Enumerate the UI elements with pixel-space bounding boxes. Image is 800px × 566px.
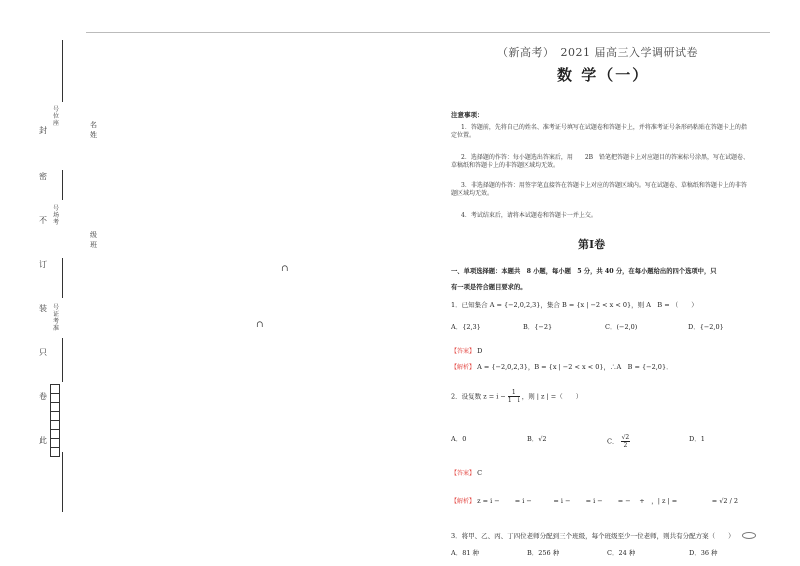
analysis-tag: 【解析】: [451, 498, 476, 505]
stem-fraction: [508, 389, 520, 404]
analysis-text: A = {−2,0,2,3}，B = {x | −2 < x < 0}，∴A B = {−2,0}．: [477, 363, 673, 371]
fraction-denominator: 1 i: [507, 397, 520, 404]
option-d: D．{−2,0}: [688, 323, 724, 331]
class-field-label: 级班: [90, 231, 97, 249]
answer-value: C: [477, 469, 483, 477]
stem-suffix: ，则 | z | =（ ）: [521, 392, 583, 401]
name-field-label: 名姓: [90, 121, 97, 139]
seal-char: 不: [39, 216, 47, 225]
seal-char: 订: [39, 260, 47, 269]
notes-heading: 注意事项：: [451, 111, 484, 119]
binding-line: [62, 338, 63, 382]
option-c: C．24 种: [607, 549, 636, 557]
binding-line: [62, 170, 63, 200]
option-a: A．81 种: [451, 549, 480, 557]
option-d: D．1: [689, 435, 705, 443]
intersect-mark: ∩: [256, 320, 264, 330]
option-a: A．0: [451, 435, 467, 443]
option-c-label: C．: [607, 437, 619, 446]
answer-line: [451, 346, 482, 355]
analysis-tag: 【解析】: [451, 364, 476, 371]
stem-prefix: 2．设复数 z = i −: [451, 392, 506, 401]
exam-title: （新高考） 2021 届高三入学调研试卷: [497, 46, 698, 59]
analysis-line: [451, 496, 738, 505]
option-c: C．(−2,0): [605, 323, 638, 331]
note-item: 4．考试结束后，请将本试题卷和答题卡一并上交。: [461, 212, 597, 219]
analysis-text: z = i − = i − = i − = i − = − + ，| z | = =: [477, 497, 718, 505]
seat-number-label: 号位座: [53, 106, 60, 127]
option-b: B．{−2}: [523, 323, 553, 331]
option-b: B．256 种: [527, 549, 560, 557]
binding-line: [62, 258, 63, 298]
question-stem: [451, 389, 582, 404]
answer-tag: 【答案】: [451, 348, 476, 355]
ticket-number-boxes: [50, 384, 59, 457]
option-d: D．36 种: [689, 549, 718, 557]
note-item: 3．非选择题的作答：用签字笔直接答在答题卡上对应的答题区域内。写在试题卷、草稿纸和答题卡上的非答题区域均无效。: [451, 182, 747, 197]
exam-room-label: 号场考: [53, 205, 60, 226]
subject-title: 数 学（一）: [557, 66, 650, 84]
fraction-denominator: 2: [623, 442, 628, 449]
question-stem: 1．已知集合 A = {−2,0,2,3}，集合 B = {x | −2 < x < 0}，则 A B = （ ）: [451, 301, 698, 309]
answer-value: D: [477, 347, 483, 355]
note-item: 1．答题前，先将自己的姓名、准考证号填写在试题卷和答题卡上，并将准考证号条形码粘贴在答题卡上的指定位置。: [451, 124, 747, 139]
option-b: B．√2: [527, 435, 547, 443]
seal-char: 只: [39, 348, 47, 357]
ticket-number-label: 号证考准: [53, 304, 60, 332]
seal-char: 装: [39, 304, 47, 313]
fraction-numerator: √2: [621, 434, 630, 441]
option-c-fraction: [621, 434, 631, 449]
question-stem: 3．将甲、乙、丙、丁四位老师分配到三个班级，每个班级至少一位老师，则共有分配方案（ ）: [451, 532, 735, 540]
binding-line: [62, 452, 63, 512]
section-instruction: 有一项是符合题目要求的。: [451, 284, 527, 291]
section-instruction: 一、单项选择题：本题共 8 小题，每小题 5 分，共 40 分，在每小题给出的四个选项中，只: [451, 268, 717, 275]
analysis-result: √2 / 2: [719, 497, 739, 505]
seal-char: 此: [39, 436, 47, 445]
answer-line: [451, 468, 482, 477]
answer-tag: 【答案】: [451, 470, 476, 477]
seal-char: 封: [39, 126, 47, 135]
intersect-mark: ∩: [281, 264, 289, 274]
section-title: 第Ⅰ卷: [578, 238, 606, 251]
scan-mark: [742, 532, 756, 539]
seal-char: 卷: [39, 392, 47, 401]
fraction-numerator: 1: [508, 389, 520, 397]
seal-char: 密: [39, 172, 47, 181]
binding-line: [62, 40, 63, 102]
option-a: A．{2,3}: [451, 323, 481, 331]
option-c: [607, 434, 630, 449]
note-item: 2．选择题的作答：每小题选出答案后，用 2B 铅笔把答题卡上对应题目的答案标号涂黑，写在试题卷、草稿纸和答题卡上的非答题区域均无效。: [451, 154, 750, 169]
analysis-line: [451, 362, 673, 371]
header-rule: [86, 32, 770, 33]
